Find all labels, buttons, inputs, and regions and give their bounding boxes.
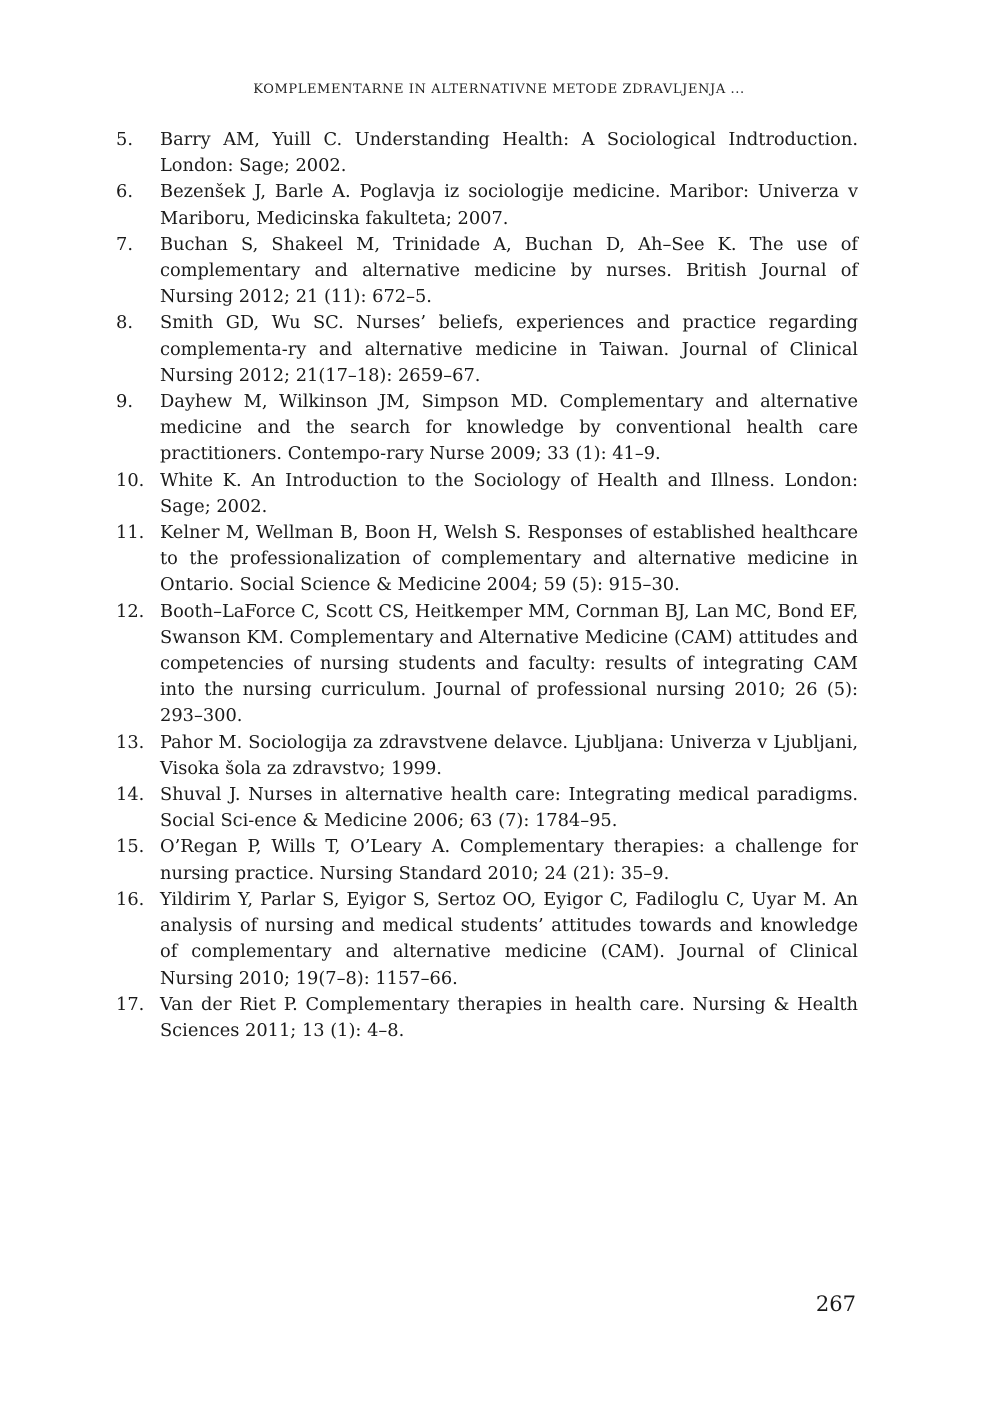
reference-text: O’Regan P, Wills T, O’Leary A. Complementary therapies: a challenge for nursing practice. Nursing Standard 2010; 24 (21): 35–9.: [160, 836, 858, 884]
reference-text: Pahor M. Sociologija za zdravstvene delavce. Ljubljana: Univerza v Ljubljani, Visoka šola za zdravstvo; 1999.: [160, 731, 858, 779]
reference-item: [116, 468, 858, 520]
reference-number: 7.: [116, 233, 133, 255]
reference-text: Yildirim Y, Parlar S, Eyigor S, Sertoz OO, Eyigor C, Fadiloglu C, Uyar M. An analysis of nursing and medical students’ attitudes towards and knowledge of complementary and alternative medicine (CAM). Journal of Clinical Nursing 2010; 19(7–8): 1157–66.: [160, 888, 858, 989]
reference-number: 12.: [116, 600, 145, 622]
reference-text: Kelner M, Wellman B, Boon H, Welsh S. Responses of established healthcare to the professionalization of complementary and alternative medicine in Ontario. Social Science & Medicine 2004; 59 (5): 915–30.: [160, 522, 858, 596]
reference-number: 5.: [116, 129, 133, 150]
reference-number: 8.: [116, 312, 133, 334]
reference-text: Shuval J. Nurses in alternative health care: Integrating medical paradigms. Social Sci-ence & Medicine 2006; 63 (7): 1784–95.: [160, 784, 858, 832]
reference-item: [116, 179, 858, 231]
reference-number: 11.: [116, 522, 145, 544]
reference-item: [116, 730, 858, 782]
reference-item: [116, 232, 858, 311]
reference-text: Smith GD, Wu SC. Nurses’ beliefs, experiences and practice regarding complementa-ry and alternative medicine in Taiwan. Journal of Clinical Nursing 2012; 21(17–18): 2659–67.: [160, 312, 858, 386]
reference-item: [116, 834, 858, 886]
reference-text: Barry AM, Yuill C. Understanding Health: A Sociological Indtroduction. London: Sage; 2002.: [160, 129, 858, 177]
reference-item: [116, 520, 858, 599]
reference-item: [116, 887, 858, 992]
reference-text: Van der Riet P. Complementary therapies in health care. Nursing & Health Sciences 2011; 13 (1): 4–8.: [160, 993, 858, 1041]
reference-number: 10.: [116, 469, 145, 491]
running-header: KOMPLEMENTARNE IN ALTERNATIVNE METODE ZDRAVLJENJA ...: [253, 82, 745, 97]
reference-text: Dayhew M, Wilkinson JM, Simpson MD. Complementary and alternative medicine and the search for knowledge by conventional health care practitioners. Contempo-rary Nurse 2009; 33 (1): 41–9.: [160, 391, 858, 465]
reference-item: [116, 310, 858, 389]
reference-number: 14.: [116, 784, 145, 806]
reference-list: [116, 127, 858, 1044]
reference-item: [116, 599, 858, 730]
reference-text: Buchan S, Shakeel M, Trinidade A, Buchan D, Ah–See K. The use of complementary and alternative medicine by nurses. British Journal of Nursing 2012; 21 (11): 672–5.: [160, 233, 858, 308]
reference-item: [116, 127, 858, 179]
page-number: 267: [815, 1292, 856, 1316]
reference-number: 13.: [116, 731, 145, 753]
reference-number: 15.: [116, 836, 145, 858]
reference-number: 9.: [116, 391, 133, 413]
reference-text: Booth–LaForce C, Scott CS, Heitkemper MM, Cornman BJ, Lan MC, Bond EF, Swanson KM. Complementary and Alternative Medicine (CAM) attitudes and competencies of nursing students and faculty: results of integrating CAM into the nursing curriculum. Journal of professional nursing 2010; 26 (5): 293–300.: [160, 600, 858, 727]
reference-item: [116, 782, 858, 834]
reference-text: White K. An Introduction to the Sociology of Health and Illness. London: Sage; 2002.: [160, 469, 858, 517]
reference-text: Bezenšek J, Barle A. Poglavja iz sociologije medicine. Maribor: Univerza v Mariboru, Medicinska fakulteta; 2007.: [160, 181, 858, 229]
reference-number: 16.: [116, 888, 145, 910]
reference-item: [116, 992, 858, 1044]
reference-item: [116, 389, 858, 468]
reference-number: 17.: [116, 993, 145, 1015]
reference-number: 6.: [116, 181, 133, 203]
